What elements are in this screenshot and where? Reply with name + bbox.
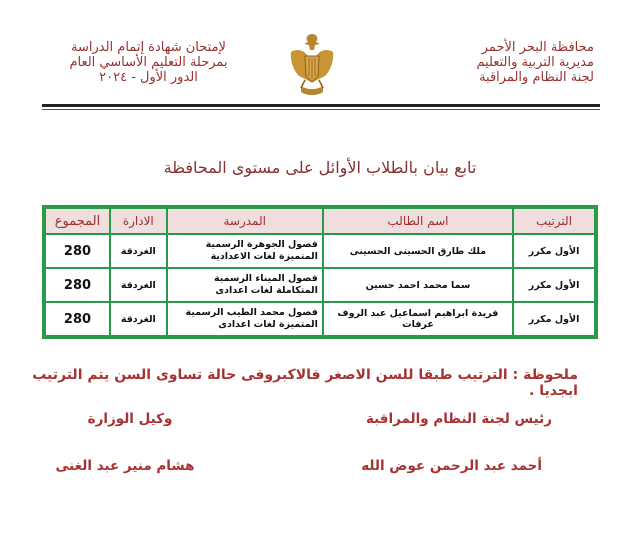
- cell-rank: الأول مكرر: [513, 268, 595, 302]
- undersecretary-title: وكيل الوزارة: [87, 411, 173, 427]
- undersecretary-name: هشام منير عبد الغنى: [55, 458, 195, 474]
- stage-label: بمرحلة التعليم الأساسي العام: [69, 55, 228, 70]
- cell-administration: الغردقة: [110, 268, 167, 302]
- table-row: [45, 302, 595, 336]
- header-divider: [42, 104, 600, 107]
- table-row: [45, 268, 595, 302]
- cell-school: فصول محمد الطيب الرسمية المتميزة لغات اعدادى: [167, 302, 323, 336]
- header-divider-thin: [42, 109, 600, 110]
- cell-student-name: ملك طارق الحسينى الحسينى: [323, 234, 513, 268]
- cell-administration: الغردقة: [110, 302, 167, 336]
- table-header-row: [45, 208, 595, 234]
- ranking-note: ملحوظة : الترتيب طبقا للسن الاصغر فالاكبروفى حالة تساوى السن يتم الترتيب ابجديا .: [32, 367, 578, 399]
- cell-school: فصول الجوهرة الرسمية المتميزة لغات الاعدادية: [167, 234, 323, 268]
- header-right-block: [476, 40, 594, 85]
- results-table-frame: [42, 205, 598, 339]
- committee-label: لجنة النظام والمراقبة: [479, 70, 594, 85]
- cell-student-name: سما محمد احمد حسين: [323, 268, 513, 302]
- header-left-block: [56, 40, 241, 85]
- table-row: [45, 234, 595, 268]
- governorate-label: محافظة البحر الأحمر: [481, 40, 594, 55]
- header-rank: الترتيب: [513, 208, 595, 234]
- header-administration: الادارة: [110, 208, 167, 234]
- cell-rank: الأول مكرر: [513, 302, 595, 336]
- cell-rank: الأول مكرر: [513, 234, 595, 268]
- header-student-name: اسم الطالب: [323, 208, 513, 234]
- cell-administration: الغردقة: [110, 234, 167, 268]
- page-title: تابع بيان بالطلاب الأوائل على مستوى المحافظة: [163, 158, 477, 177]
- header-school: المدرسة: [167, 208, 323, 234]
- cell-total: 280: [45, 234, 110, 268]
- exam-name-label: لإمتحان شهادة إتمام الدراسة: [71, 40, 226, 55]
- session-label: الدور الأول - ٢٠٢٤: [99, 70, 198, 85]
- cell-total: 280: [45, 268, 110, 302]
- results-table: [44, 207, 596, 337]
- header-total: المجموع: [45, 208, 110, 234]
- committee-head-name: أحمد عبد الرحمن عوض الله: [361, 458, 542, 474]
- cell-total: 280: [45, 302, 110, 336]
- directorate-label: مديرية التربية والتعليم: [476, 55, 594, 70]
- committee-head-title: رئيس لجنة النظام والمراقبة: [365, 411, 552, 427]
- cell-student-name: فريدة ابراهيم اسماعيل عبد الروف عرفات: [323, 302, 513, 336]
- eagle-emblem-icon: [287, 30, 337, 102]
- cell-school: فصول الميناء الرسمية المتكاملة لغات اعدادى: [167, 268, 323, 302]
